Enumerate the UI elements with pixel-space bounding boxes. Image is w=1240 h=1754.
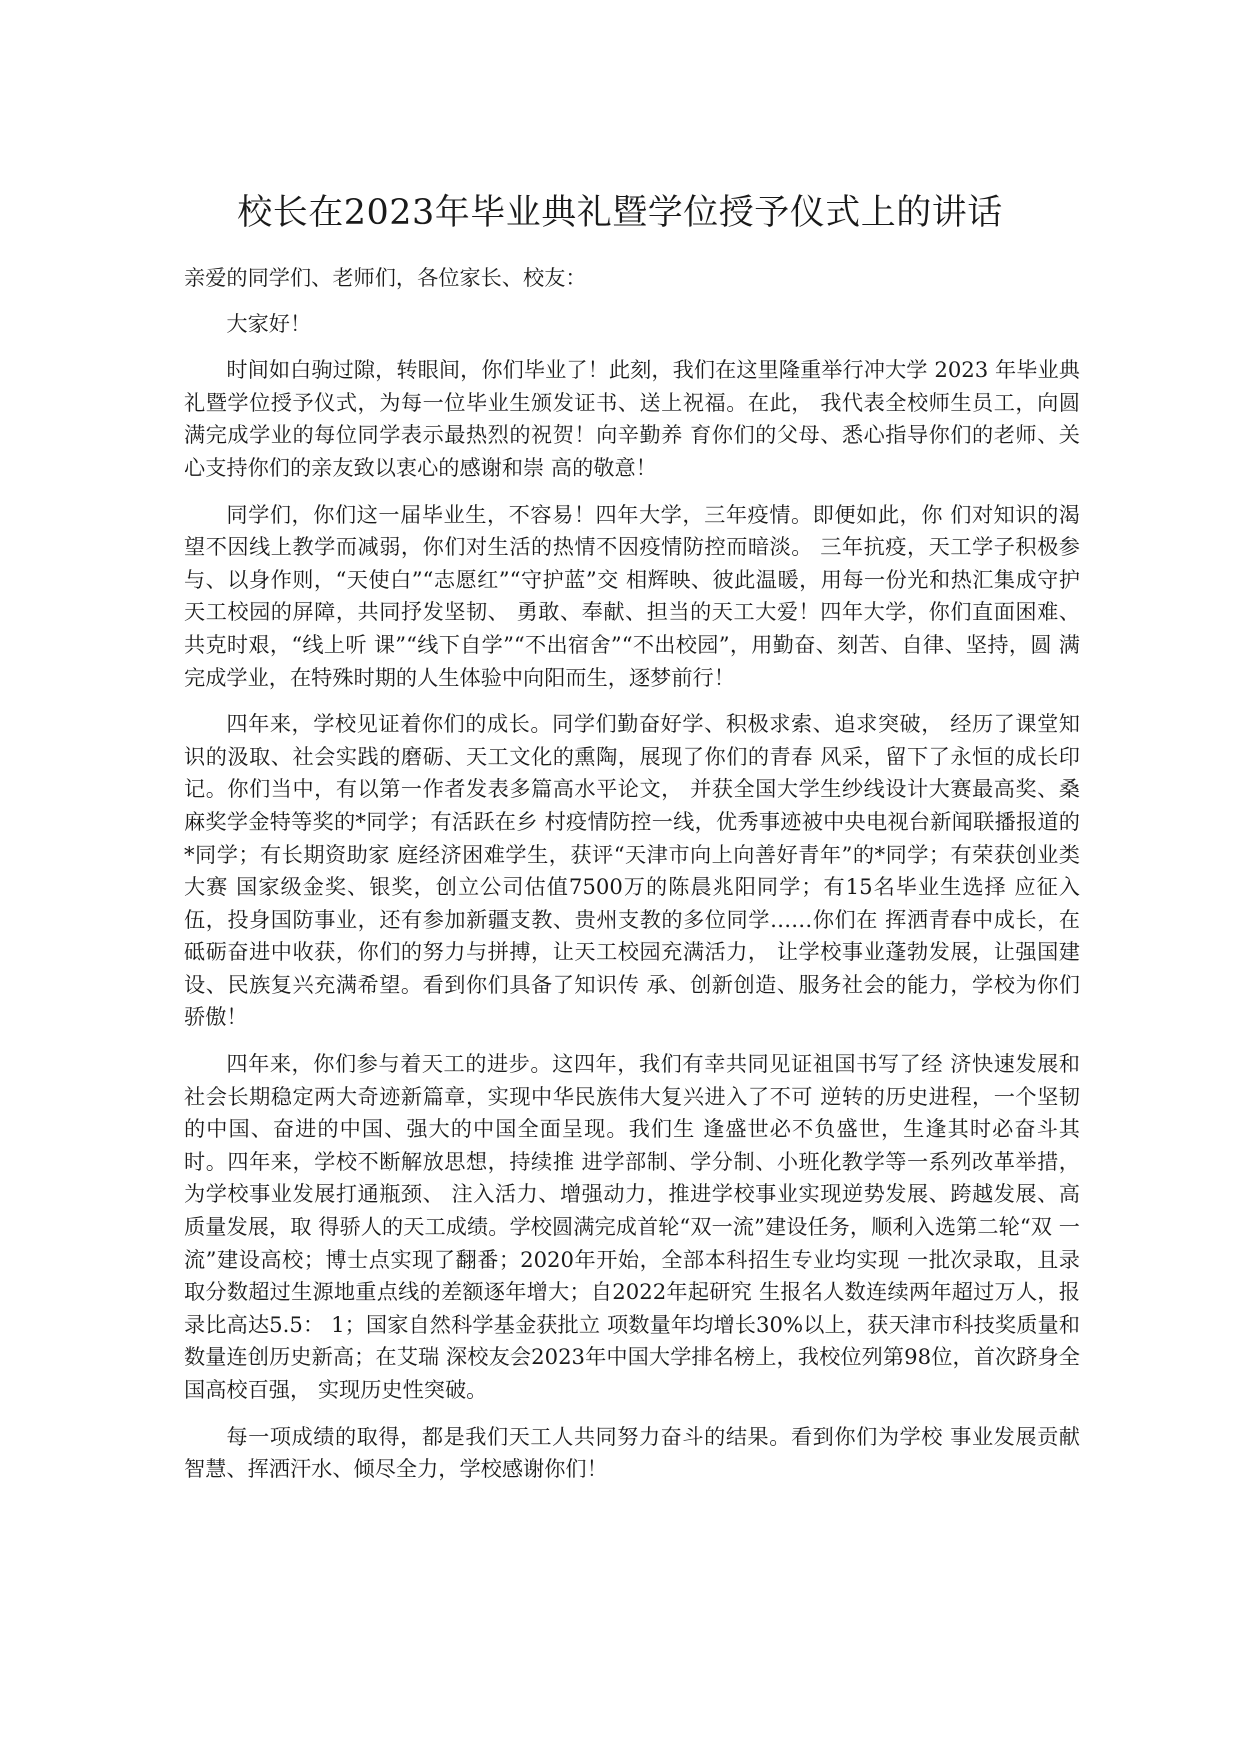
paragraph-4: 四年来，你们参与着天工的进步。这四年，我们有幸共同见证祖国书写了经 济快速发展和社会长期稳定两大奇迹新篇章，实现中华民族伟大复兴进入了不可 逆转的历史进程，一个坚韧的中国、奋进的中国、强大的中国全面呈现。我们生 逢盛世必不负盛世，生逢其时必奋斗其时。四年来，学校不断解放思想，持续推 进学部制、学分制、小班化教学等一系列改革举措，为学校事业发展打通瓶颈、 注入活力、增强动力，推进学校事业实现逆势发展、跨越发展、高质量发展，取 得骄人的天工成绩。学校圆满完成首轮“双一流”建设任务，顺利入选第二轮“双 一流”建设高校；博士点实现了翻番；2020年开始，全部本科招生专业均实现 一批次录取，且录取分数超过生源地重点线的差额逐年增大；自2022年起研究 生报名人数连续两年超过万人，报录比高达5.5： 1；国家自然科学基金获批立 项数量年均增长30%以上，获天津市科技奖质量和数量连创历史新高；在艾瑞 深校友会2023年中国大学排名榜上，我校位列第98位，首次跻身全国高校百强， 实现历史性突破。 (184, 1051, 1080, 1402)
greeting: 大家好！ (226, 310, 312, 336)
paragraph-2: 同学们，你们这一届毕业生，不容易！四年大学，三年疫情。即便如此，你 们对知识的渴望不因线上教学而减弱，你们对生活的热情不因疫情防控而暗淡。 三年抗疫，天工学子积极参与、以身作则，“天使白”“志愿红”“守护蓝”交 相辉映、彼此温暖，用每一份光和热汇集成守护天工校园的屏障，共同抒发坚韧、 勇敢、奉献、担当的天工大爱！四年大学，你们直面困难、共克时艰，“线上听 课”“线下自学”“不出宿舍”“不出校园”，用勤奋、刻苦、自律、坚持，圆 满完成学业，在特殊时期的人生体验中向阳而生，逐梦前行！ (184, 501, 1080, 690)
paragraph-5: 每一项成绩的取得，都是我们天工人共同努力奋斗的结果。看到你们为学校 事业发展贡献智慧、挥洒汗水、倾尽全力，学校感谢你们！ (184, 1423, 1080, 1482)
document-title: 校长在2023年毕业典礼暨学位授予仪式上的讲话 (237, 193, 1003, 233)
salutation: 亲爱的同学们、老师们，各位家长、校友： (184, 265, 587, 290)
document-body (184, 262, 1080, 1500)
paragraph-1: 时间如白驹过隙，转眼间，你们毕业了！此刻，我们在这里隆重举行冲大学 2023 年毕业典礼暨学位授予仪式，为每一位毕业生颁发证书、送上祝福。在此， 我代表全校师生员工，向圆满完成学业的每位同学表示最热烈的祝贺！向辛勤养 育你们的父母、悉心指导你们的老师、关心支持你们的亲友致以衷心的感谢和崇 高的敬意！ (184, 357, 1080, 480)
paragraph-3: 四年来，学校见证着你们的成长。同学们勤奋好学、积极求索、追求突破， 经历了课堂知识的汲取、社会实践的磨砺、天工文化的熏陶，展现了你们的青春 风采，留下了永恒的成长印记。你们当中，有以第一作者发表多篇高水平论文， 并获全国大学生纱线设计大赛最高奖、桑麻奖学金特等奖的*同学；有活跃在乡 村疫情防控一线，优秀事迹被中央电视台新闻联播报道的*同学；有长期资助家 庭经济困难学生，获评“天津市向上向善好青年”的*同学；有荣获创业类大赛 国家级金奖、银奖，创立公司估值7500万的陈晨兆阳同学；有15名毕业生选择 应征入伍，投身国防事业，还有参加新疆支教、贵州支教的多位同学……你们在 挥洒青春中成长，在砥砺奋进中收获，你们的努力与拼搏，让天工校园充满活力， 让学校事业蓬勃发展，让强国建设、民族复兴充满希望。看到你们具备了知识传 承、创新创造、服务社会的能力，学校为你们骄傲！ (184, 711, 1080, 1030)
